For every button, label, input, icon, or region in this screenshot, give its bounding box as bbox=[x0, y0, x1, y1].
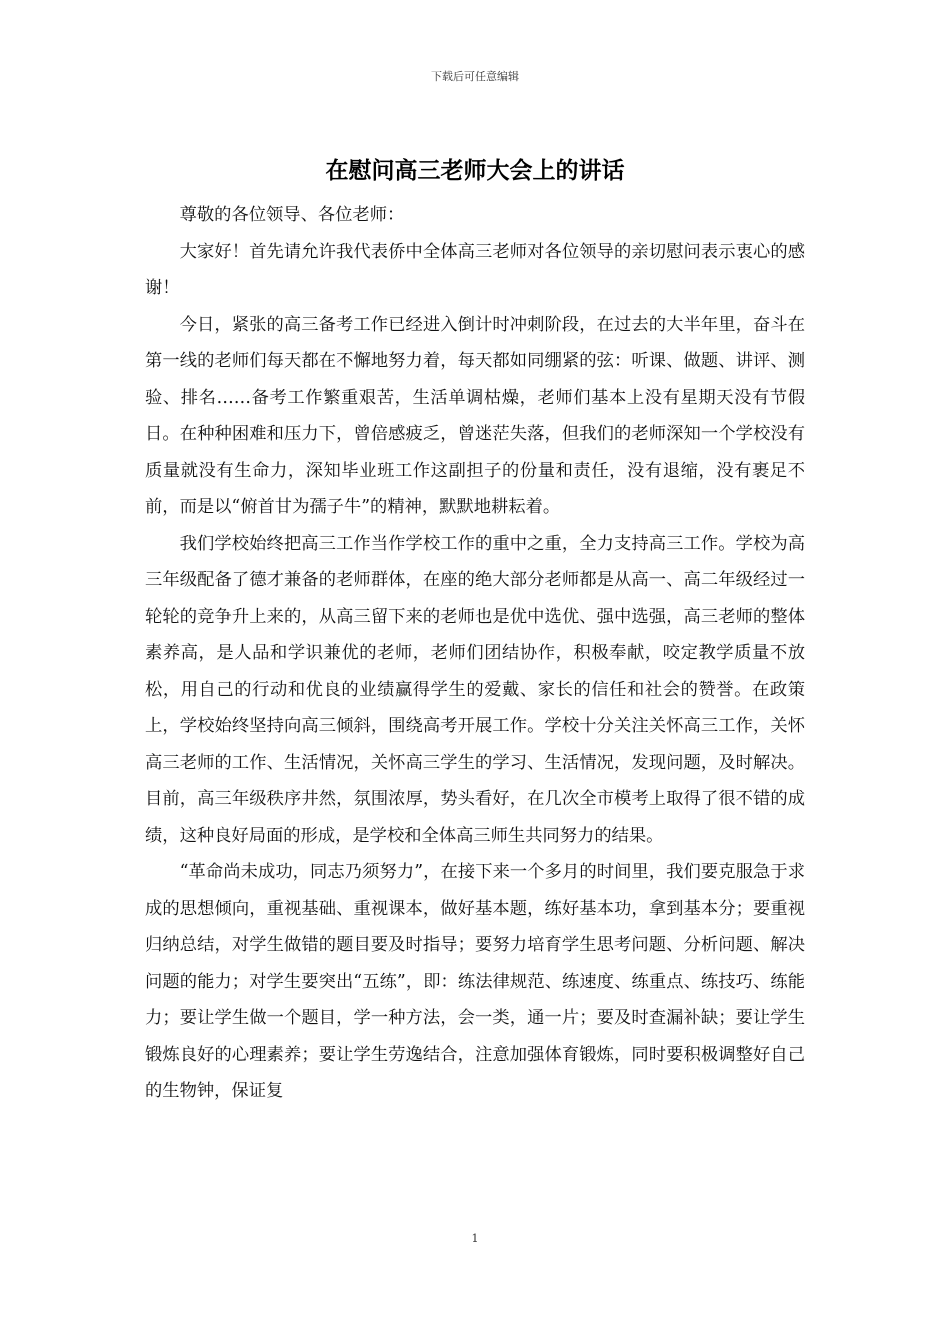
document-title: 在慰问高三老师大会上的讲话 bbox=[325, 157, 625, 184]
paragraph-greeting: 大家好！首先请允许我代表侨中全体高三老师对各位领导的亲切慰问表示衷心的感谢！ bbox=[145, 241, 805, 298]
paragraph-salutation: 尊敬的各位领导、各位老师： bbox=[179, 205, 405, 225]
page-header-note: 下载后可任意编辑 bbox=[431, 70, 519, 83]
document-body bbox=[145, 197, 805, 1110]
paragraph-teachers-effort: 今日，紧张的高三备考工作已经进入倒计时冲刺阶段，在过去的大半年里，奋斗在第一线的老师们每天都在不懈地努力着，每天都如同绷紧的弦：听课、做题、讲评、测验、排名……备考工作繁重艰苦，生活单调枯燥，老师们基本上没有星期天没有节假日。在种种困难和压力下，曾倍感疲乏，曾迷茫失落，但我们的老师深知一个学校没有质量就没有生命力，深知毕业班工作这副担子的份量和责任，没有退缩，没有裹足不前，而是以“俯首甘为孺子牛”的精神，默默地耕耘着。 bbox=[145, 314, 805, 517]
paragraph-school-support: 我们学校始终把高三工作当作学校工作的重中之重，全力支持高三工作。学校为高三年级配备了德才兼备的老师群体，在座的绝大部分老师都是从高一、高二年级经过一轮轮的竞争升上来的，从高三留下来的老师也是优中选优、强中选强，高三老师的整体素养高，是人品和学识兼优的老师，老师们团结协作，积极奉献，咬定教学质量不放松，用自己的行动和优良的业绩赢得学生的爱戴、家长的信任和社会的赞誉。在政策上，学校始终坚持向高三倾斜，围绕高考开展工作。学校十分关注关怀高三工作，关怀高三老师的工作、生活情况，关怀高三学生的学习、生活情况，发现问题，及时解决。目前，高三年级秩序井然，氛围浓厚，势头看好，在几次全市模考上取得了很不错的成绩，这种良好局面的形成，是学校和全体高三师生共同努力的结果。 bbox=[145, 533, 805, 846]
page-number: 1 bbox=[471, 1232, 479, 1245]
paragraph-future-work: “革命尚未成功，同志乃须努力”，在接下来一个多月的时间里，我们要克服急于求成的思想倾向，重视基础、重视课本，做好基本题，练好基本功，拿到基本分；要重视归纳总结，对学生做错的题目要及时指导；要努力培育学生思考问题、分析问题、解决问题的能力；对学生要突出“五练”，即：练法律规范、练速度、练重点、练技巧、练能力；要让学生做一个题目，学一种方法，会一类，通一片；要及时查漏补缺；要让学生锻炼良好的心理素养；要让学生劳逸结合，注意加强体育锻炼，同时要积极调整好自己的生物钟，保证复 bbox=[145, 862, 805, 1101]
